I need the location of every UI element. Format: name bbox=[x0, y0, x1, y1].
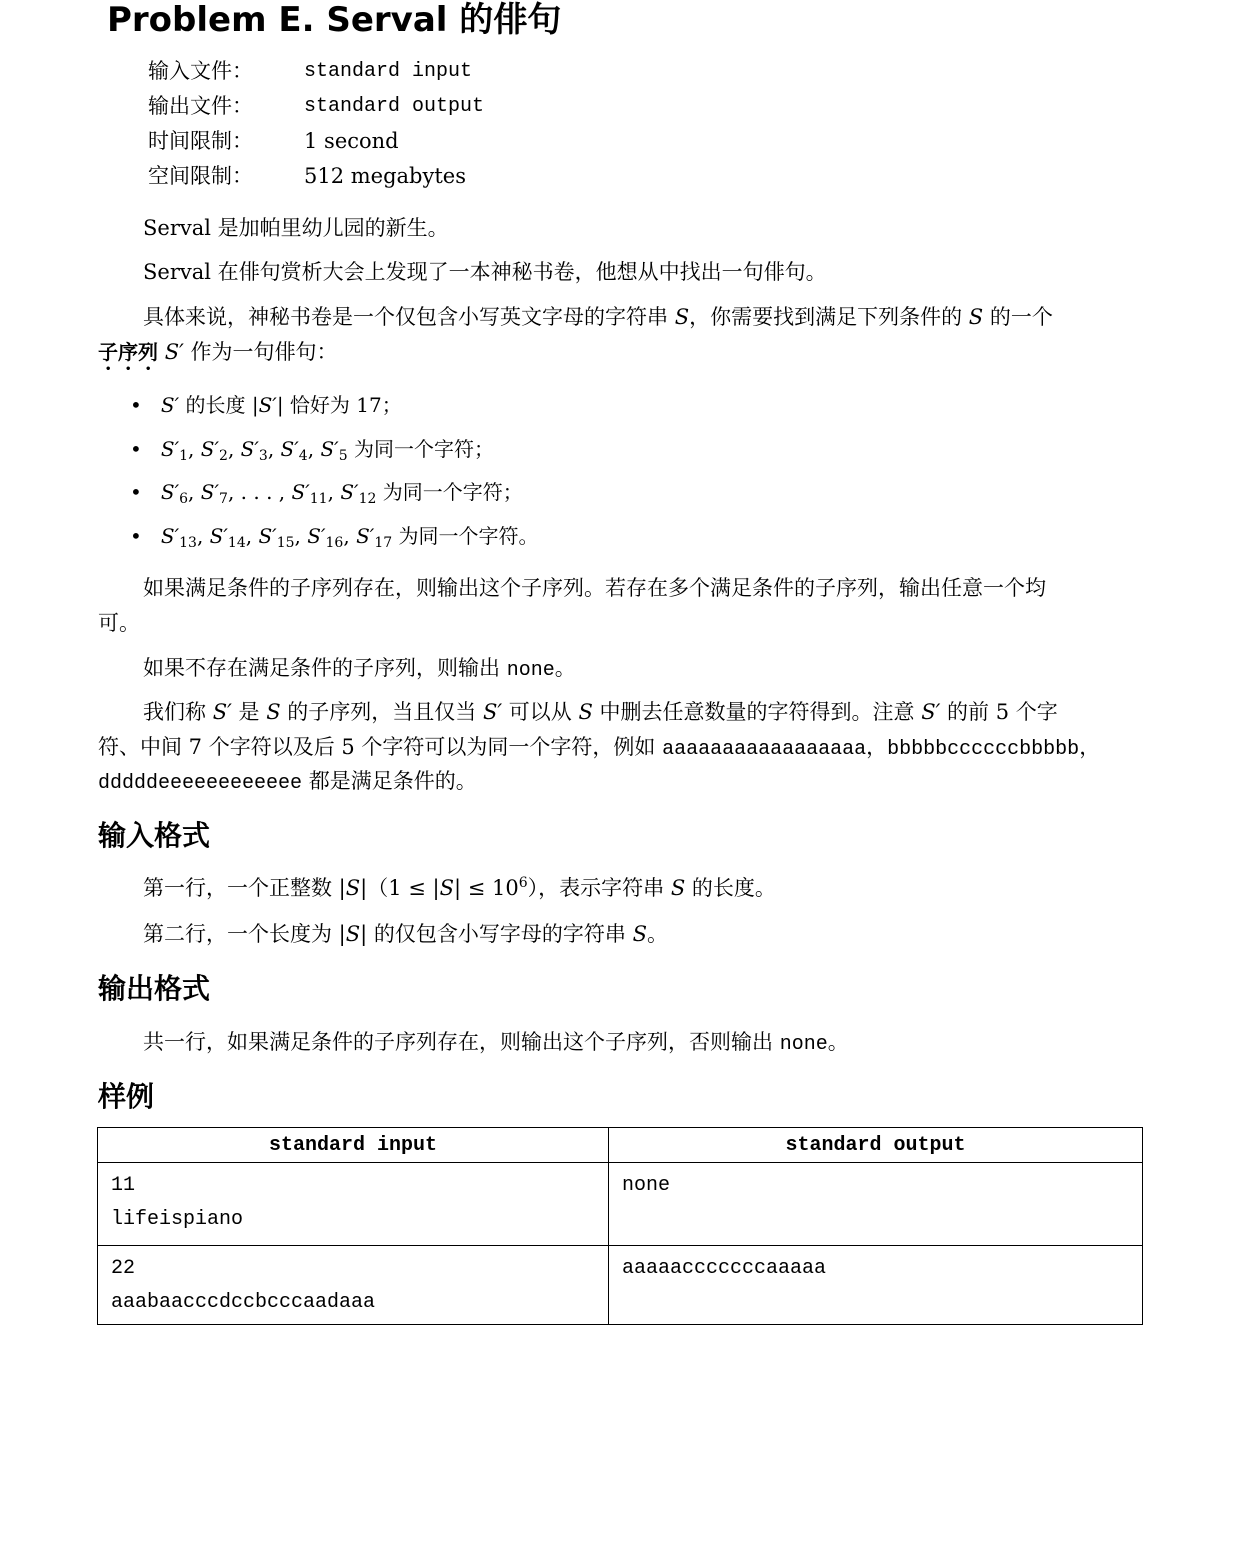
table-row bbox=[98, 1246, 1143, 1325]
statement-paragraph-3-line-1: 具体来说，神秘书卷是一个仅包含小写英文字母的字符串 S，你需要找到满足下列条件的 S 的一个 bbox=[143, 305, 1053, 329]
samples-header-input: standard input bbox=[98, 1128, 609, 1163]
sample-input-line: 11 bbox=[111, 1174, 136, 1197]
statement-paragraph-6-line-1: 我们称 S′ 是 S 的子序列，当且仅当 S′ 可以从 S 中删去任意数量的字符得到。注意 S′ 的前 5 个字 bbox=[143, 700, 1058, 724]
statement-paragraph-4-line-2: 可。 bbox=[98, 611, 140, 635]
input-format-heading: 输入格式 bbox=[98, 819, 211, 852]
statement-paragraph-6-line-2: 符、中间 7 个字符以及后 5 个字符可以为同一个字符，例如 aaaaaaaaaaaaaaaaa，bbbbbccccccbbbbb， bbox=[98, 735, 1101, 761]
page-title: Problem E. Serval 的俳句 bbox=[107, 0, 562, 40]
statement-paragraph-2: Serval 在俳句赏析大会上发现了一本神秘书卷，他想从中找出一句俳句。 bbox=[143, 260, 827, 284]
constraint-bullet-3: • $S'_6$, $S'_7$, . . . , $S'_{11}$, $S'_{12}$ 为同一个字符； bbox=[130, 480, 523, 507]
sample-input-cell bbox=[98, 1163, 609, 1246]
samples-header-row bbox=[98, 1128, 1143, 1163]
sample-input-line: lifeispiano bbox=[111, 1208, 244, 1231]
statement-paragraph-6-line-3: dddddeeeeeeeeeeee 都是满足条件的。 bbox=[98, 769, 477, 795]
sample-input-line: 22 bbox=[111, 1257, 136, 1280]
output-format-line: 共一行，如果满足条件的子序列存在，则输出这个子序列，否则输出 none。 bbox=[143, 1030, 849, 1056]
sample-input-cell bbox=[98, 1246, 609, 1325]
output-file-value: standard output bbox=[304, 95, 485, 118]
memory-limit-label: 空间限制： bbox=[148, 164, 253, 188]
samples-heading: 样例 bbox=[98, 1080, 155, 1113]
time-limit-value: 1 second bbox=[304, 129, 399, 153]
sample-input-line: aaabaacccdccbcccaadaaa bbox=[111, 1291, 376, 1314]
emphasized-term: 子序列 bbox=[98, 340, 158, 364]
statement-paragraph-5: 如果不存在满足条件的子序列，则输出 none。 bbox=[143, 656, 576, 682]
input-format-line-1: 第一行，一个正整数 $|S|(1 \le |S| \le 10^6)$，表示字符串 S 的长度。 bbox=[143, 875, 776, 900]
time-limit-label: 时间限制： bbox=[148, 129, 253, 153]
output-file-label: 输出文件： bbox=[148, 94, 253, 118]
constraint-bullet-1: • S′ 的长度 |S′| 恰好为 17； bbox=[130, 393, 402, 417]
input-file-label: 输入文件： bbox=[148, 59, 253, 83]
sample-output-cell bbox=[609, 1246, 1143, 1325]
samples-table bbox=[97, 1127, 1143, 1325]
sample-output-cell bbox=[609, 1163, 1143, 1246]
sample-output-line: aaaaacccccccaaaaa bbox=[622, 1257, 827, 1280]
samples-header-output: standard output bbox=[609, 1128, 1143, 1163]
statement-paragraph-4-line-1: 如果满足条件的子序列存在，则输出这个子序列。若存在多个满足条件的子序列，输出任意一个均 bbox=[143, 576, 1046, 600]
constraint-bullet-2: • $S'_1$, $S'_2$, $S'_3$, $S'_4$, $S'_5$ 为同一个字符； bbox=[130, 437, 494, 464]
output-format-heading: 输出格式 bbox=[98, 972, 211, 1005]
statement-paragraph-3-line-2: 子序列 S′ 作为一句俳句： bbox=[98, 340, 338, 364]
input-format-line-2: 第二行，一个长度为 |S| 的仅包含小写字母的字符串 S。 bbox=[143, 922, 668, 946]
statement-paragraph-1: Serval 是加帕里幼儿园的新生。 bbox=[143, 216, 449, 240]
memory-limit-value: 512 megabytes bbox=[304, 164, 467, 188]
table-row bbox=[98, 1163, 1143, 1246]
input-file-value: standard input bbox=[304, 60, 473, 83]
constraint-bullet-4: • $S'_{13}$, $S'_{14}$, $S'_{15}$, $S'_{16}$, $S'_{17}$ 为同一个字符。 bbox=[130, 524, 539, 551]
sample-output-line: none bbox=[622, 1174, 671, 1197]
